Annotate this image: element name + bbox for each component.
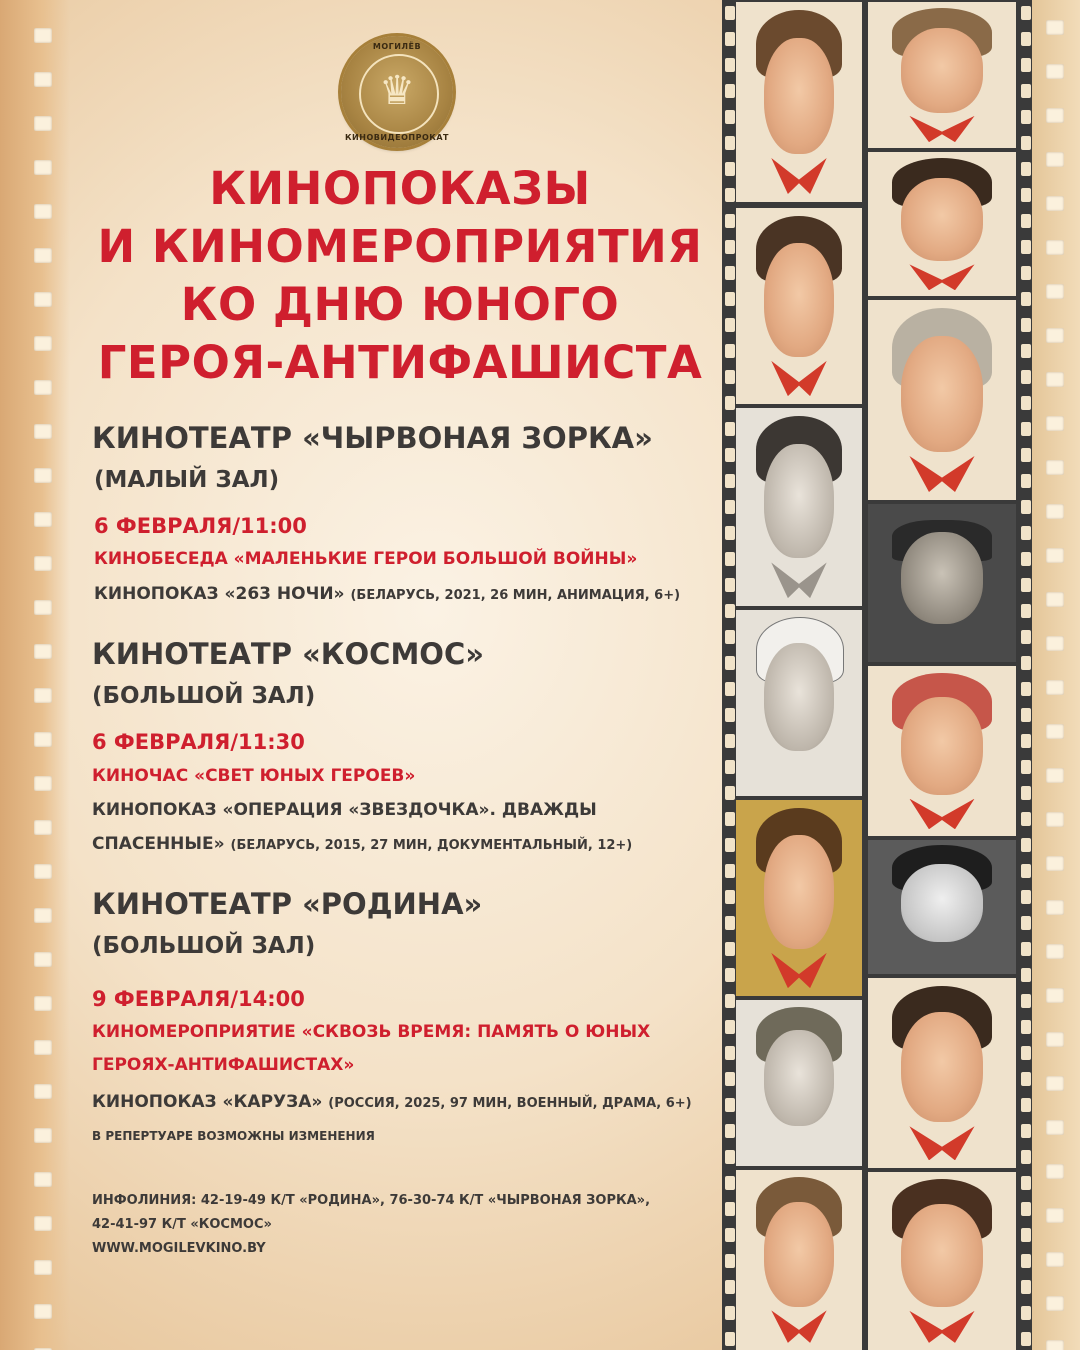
film-hole [725,448,735,462]
film-hole [34,1260,52,1275]
hall-name: (БОЛЬШОЙ ЗАЛ) [92,683,316,709]
portrait-10 [736,800,862,996]
screening-info [94,584,680,604]
portrait-14 [736,1170,862,1350]
screening-title-line-1: КИНОПОКАЗ «ОПЕРАЦИЯ «ЗВЕЗДОЧКА». ДВАЖДЫ [92,800,597,820]
film-hole [725,1020,735,1034]
film-hole [725,422,735,436]
film-hole [1046,460,1064,475]
film-hole [1046,240,1064,255]
film-hole [725,656,735,670]
film-hole [34,820,52,835]
film-hole [34,688,52,703]
venue-title: КИНОТЕАТР «КОСМОС» [92,637,484,671]
film-hole [1046,416,1064,431]
film-hole [34,424,52,439]
film-hole [1021,578,1031,592]
film-hole [725,604,735,618]
film-hole [1021,760,1031,774]
film-hole [1021,916,1031,930]
film-hole [1046,900,1064,915]
film-hole [1021,214,1031,228]
screening-info [92,1092,692,1112]
portrait-15 [868,1172,1016,1350]
film-hole [725,890,735,904]
hall-name: (БОЛЬШОЙ ЗАЛ) [92,933,316,959]
film-hole [1021,838,1031,852]
film-hole [1021,6,1031,20]
film-hole [34,1084,52,1099]
screening-details: (РОССИЯ, 2025, 97 МИН, ВОЕННЫЙ, ДРАМА, 6+) [328,1096,692,1111]
film-hole [725,786,735,800]
logo-bottom-text: КИНОВИДЕОПРОКАТ [345,133,449,142]
film-hole [34,996,52,1011]
film-hole [1021,110,1031,124]
screening-details: (БЕЛАРУСЬ, 2015, 27 МИН, ДОКУМЕНТАЛЬНЫЙ, 12+) [230,838,633,853]
film-hole [1046,724,1064,739]
film-hole [1046,768,1064,783]
film-hole [34,248,52,263]
film-hole [725,812,735,826]
film-hole [1046,64,1064,79]
film-hole [1021,942,1031,956]
film-hole [1021,1176,1031,1190]
film-hole [34,864,52,879]
film-hole [725,32,735,46]
film-hole [725,1072,735,1086]
film-hole [1021,526,1031,540]
film-hole [725,1228,735,1242]
film-hole [34,512,52,527]
film-hole [725,136,735,150]
film-hole [1021,1072,1031,1086]
film-hole [1021,864,1031,878]
website-link[interactable]: WWW.MOGILEVKINO.BY [92,1241,266,1256]
film-hole [1021,1306,1031,1320]
film-hole [1021,344,1031,358]
film-hole [1046,988,1064,1003]
film-hole [1021,58,1031,72]
film-hole [1046,1252,1064,1267]
film-hole [725,864,735,878]
film-hole [1021,708,1031,722]
film-hole [34,952,52,967]
portrait-2 [868,2,1016,148]
film-hole [1046,284,1064,299]
film-hole [1021,604,1031,618]
screening-title: КИНОПОКАЗ «263 НОЧИ» [94,584,345,604]
film-strip-left [0,0,70,1350]
film-hole [34,160,52,175]
logo-emblem [341,36,453,148]
film-hole [725,6,735,20]
film-hole [1021,240,1031,254]
film-hole [1021,1332,1031,1346]
title-line-3: КО ДНЮ ЮНОГО [180,278,620,331]
infoline-text: ИНФОЛИНИЯ: 42-19-49 К/Т «РОДИНА», 76-30-74 К/Т «ЧЫРВОНАЯ ЗОРКА», [92,1193,651,1208]
film-hole [725,1176,735,1190]
title-line-4: ГЕРОЯ-АНТИФАШИСТА [97,336,703,389]
screening-title: СПАСЕННЫЕ» [92,834,225,854]
film-hole [725,110,735,124]
film-hole [1046,1032,1064,1047]
film-hole [725,578,735,592]
film-hole [34,908,52,923]
portrait-5 [868,300,1016,500]
screening-details: (БЕЛАРУСЬ, 2021, 26 МИН, АНИМАЦИЯ, 6+) [350,588,681,603]
film-hole [725,396,735,410]
film-hole [725,1254,735,1268]
film-hole [1021,318,1031,332]
event-title-line-1: КИНОМЕРОПРИЯТИЕ «СКВОЗЬ ВРЕМЯ: ПАМЯТЬ О ЮНЫХ [92,1022,651,1042]
film-hole [1021,968,1031,982]
portrait-9 [868,666,1016,836]
film-hole [725,734,735,748]
film-hole [725,1150,735,1164]
film-hole [1046,1164,1064,1179]
film-hole [1021,1228,1031,1242]
film-hole [1021,162,1031,176]
film-hole [34,28,52,43]
film-hole [1021,448,1031,462]
film-hole [1046,1208,1064,1223]
film-hole [1021,630,1031,644]
film-hole [34,1304,52,1319]
lion-icon: ♛ [379,68,415,114]
portrait-4 [736,208,862,404]
film-hole [725,968,735,982]
film-hole [725,526,735,540]
film-hole [1021,500,1031,514]
film-hole [725,1332,735,1346]
film-hole [725,552,735,566]
film-hole [1046,20,1064,35]
portrait-3 [868,152,1016,296]
film-hole [1021,1254,1031,1268]
film-hole [1021,1098,1031,1112]
film-hole [725,838,735,852]
event-title: КИНОЧАС «СВЕТ ЮНЫХ ГЕРОЕВ» [92,766,416,786]
film-hole [1021,552,1031,566]
title-line-1: КИНОПОКАЗЫ [209,162,591,215]
film-hole [1021,734,1031,748]
film-hole [1046,1340,1064,1350]
film-hole [1021,422,1031,436]
event-date: 6 ФЕВРАЛЯ/11:00 [94,514,307,538]
film-hole [34,72,52,87]
portrait-13 [736,1000,862,1166]
film-hole [34,1128,52,1143]
film-hole [725,942,735,956]
film-hole [1046,856,1064,871]
event-title-line-2: ГЕРОЯХ-АНТИФАШИСТАХ» [92,1055,355,1075]
portrait-11 [868,840,1016,974]
film-hole [1046,196,1064,211]
film-hole [1021,682,1031,696]
film-hole [34,556,52,571]
film-hole [1046,636,1064,651]
film-hole [1021,786,1031,800]
film-hole [725,1124,735,1138]
film-strip-edge [1032,0,1080,1350]
film-hole [725,682,735,696]
film-hole [725,630,735,644]
film-hole [1021,188,1031,202]
film-hole [34,380,52,395]
film-hole [34,1216,52,1231]
film-hole [725,916,735,930]
film-hole [1046,680,1064,695]
portrait-8 [736,610,862,796]
screening-info [92,834,632,854]
film-hole [1021,1046,1031,1060]
film-hole [725,760,735,774]
film-hole [34,204,52,219]
infoline-text-2: 42-41-97 К/Т «КОСМОС» [92,1217,272,1232]
film-hole [1046,152,1064,167]
film-hole [725,1306,735,1320]
hall-name: (МАЛЫЙ ЗАЛ) [94,467,280,493]
film-hole [725,708,735,722]
film-hole [1021,812,1031,826]
film-hole [1021,656,1031,670]
film-hole [1021,396,1031,410]
film-hole [34,600,52,615]
film-hole [1046,1076,1064,1091]
venue-title: КИНОТЕАТР «РОДИНА» [92,887,483,921]
film-hole [725,1046,735,1060]
event-title: КИНОБЕСЕДА «МАЛЕНЬКИЕ ГЕРОИ БОЛЬШОЙ ВОЙНЫ» [94,549,638,569]
portrait-6 [736,408,862,606]
film-hole [725,58,735,72]
event-date: 6 ФЕВРАЛЯ/11:30 [92,730,305,754]
film-hole [725,1280,735,1294]
film-hole [725,994,735,1008]
portrait-1 [736,2,862,202]
film-hole [1021,1202,1031,1216]
film-hole [1046,504,1064,519]
film-hole [725,84,735,98]
film-hole [1021,136,1031,150]
film-hole [34,1040,52,1055]
film-hole [725,1098,735,1112]
film-hole [34,468,52,483]
film-hole [1021,1124,1031,1138]
film-hole [1046,1120,1064,1135]
film-hole [1021,1020,1031,1034]
film-hole [34,732,52,747]
title-line-2: И КИНОМЕРОПРИЯТИЯ [97,220,703,273]
film-hole [34,644,52,659]
film-hole [34,292,52,307]
film-hole [1046,812,1064,827]
film-hole [1046,944,1064,959]
venue-title: КИНОТЕАТР «ЧЫРВОНАЯ ЗОРКА» [92,421,653,455]
page-title [70,160,730,392]
film-hole [1046,592,1064,607]
film-hole [1021,32,1031,46]
film-hole [725,1202,735,1216]
film-hole [34,1172,52,1187]
logo-top-text: МОГИЛЁВ [372,42,422,51]
film-hole [1021,474,1031,488]
film-hole [1021,890,1031,904]
film-hole [1021,370,1031,384]
repertoire-note: В РЕПЕРТУАРЕ ВОЗМОЖНЫ ИЗМЕНЕНИЯ [92,1129,375,1143]
film-hole [34,336,52,351]
film-hole [34,116,52,131]
film-hole [1046,548,1064,563]
film-hole [1021,994,1031,1008]
film-hole [1046,1296,1064,1311]
film-hole [1021,1280,1031,1294]
film-hole [1021,292,1031,306]
film-hole [1021,1150,1031,1164]
film-hole [1021,266,1031,280]
screening-title: КИНОПОКАЗ «КАРУЗА» [92,1092,323,1112]
film-hole [1046,328,1064,343]
portrait-7 [868,504,1016,662]
film-hole [725,500,735,514]
film-hole [34,776,52,791]
event-date: 9 ФЕВРАЛЯ/14:00 [92,987,305,1011]
film-hole [1021,84,1031,98]
film-hole [725,474,735,488]
film-hole [1046,108,1064,123]
film-hole [1046,372,1064,387]
portrait-12 [868,978,1016,1168]
